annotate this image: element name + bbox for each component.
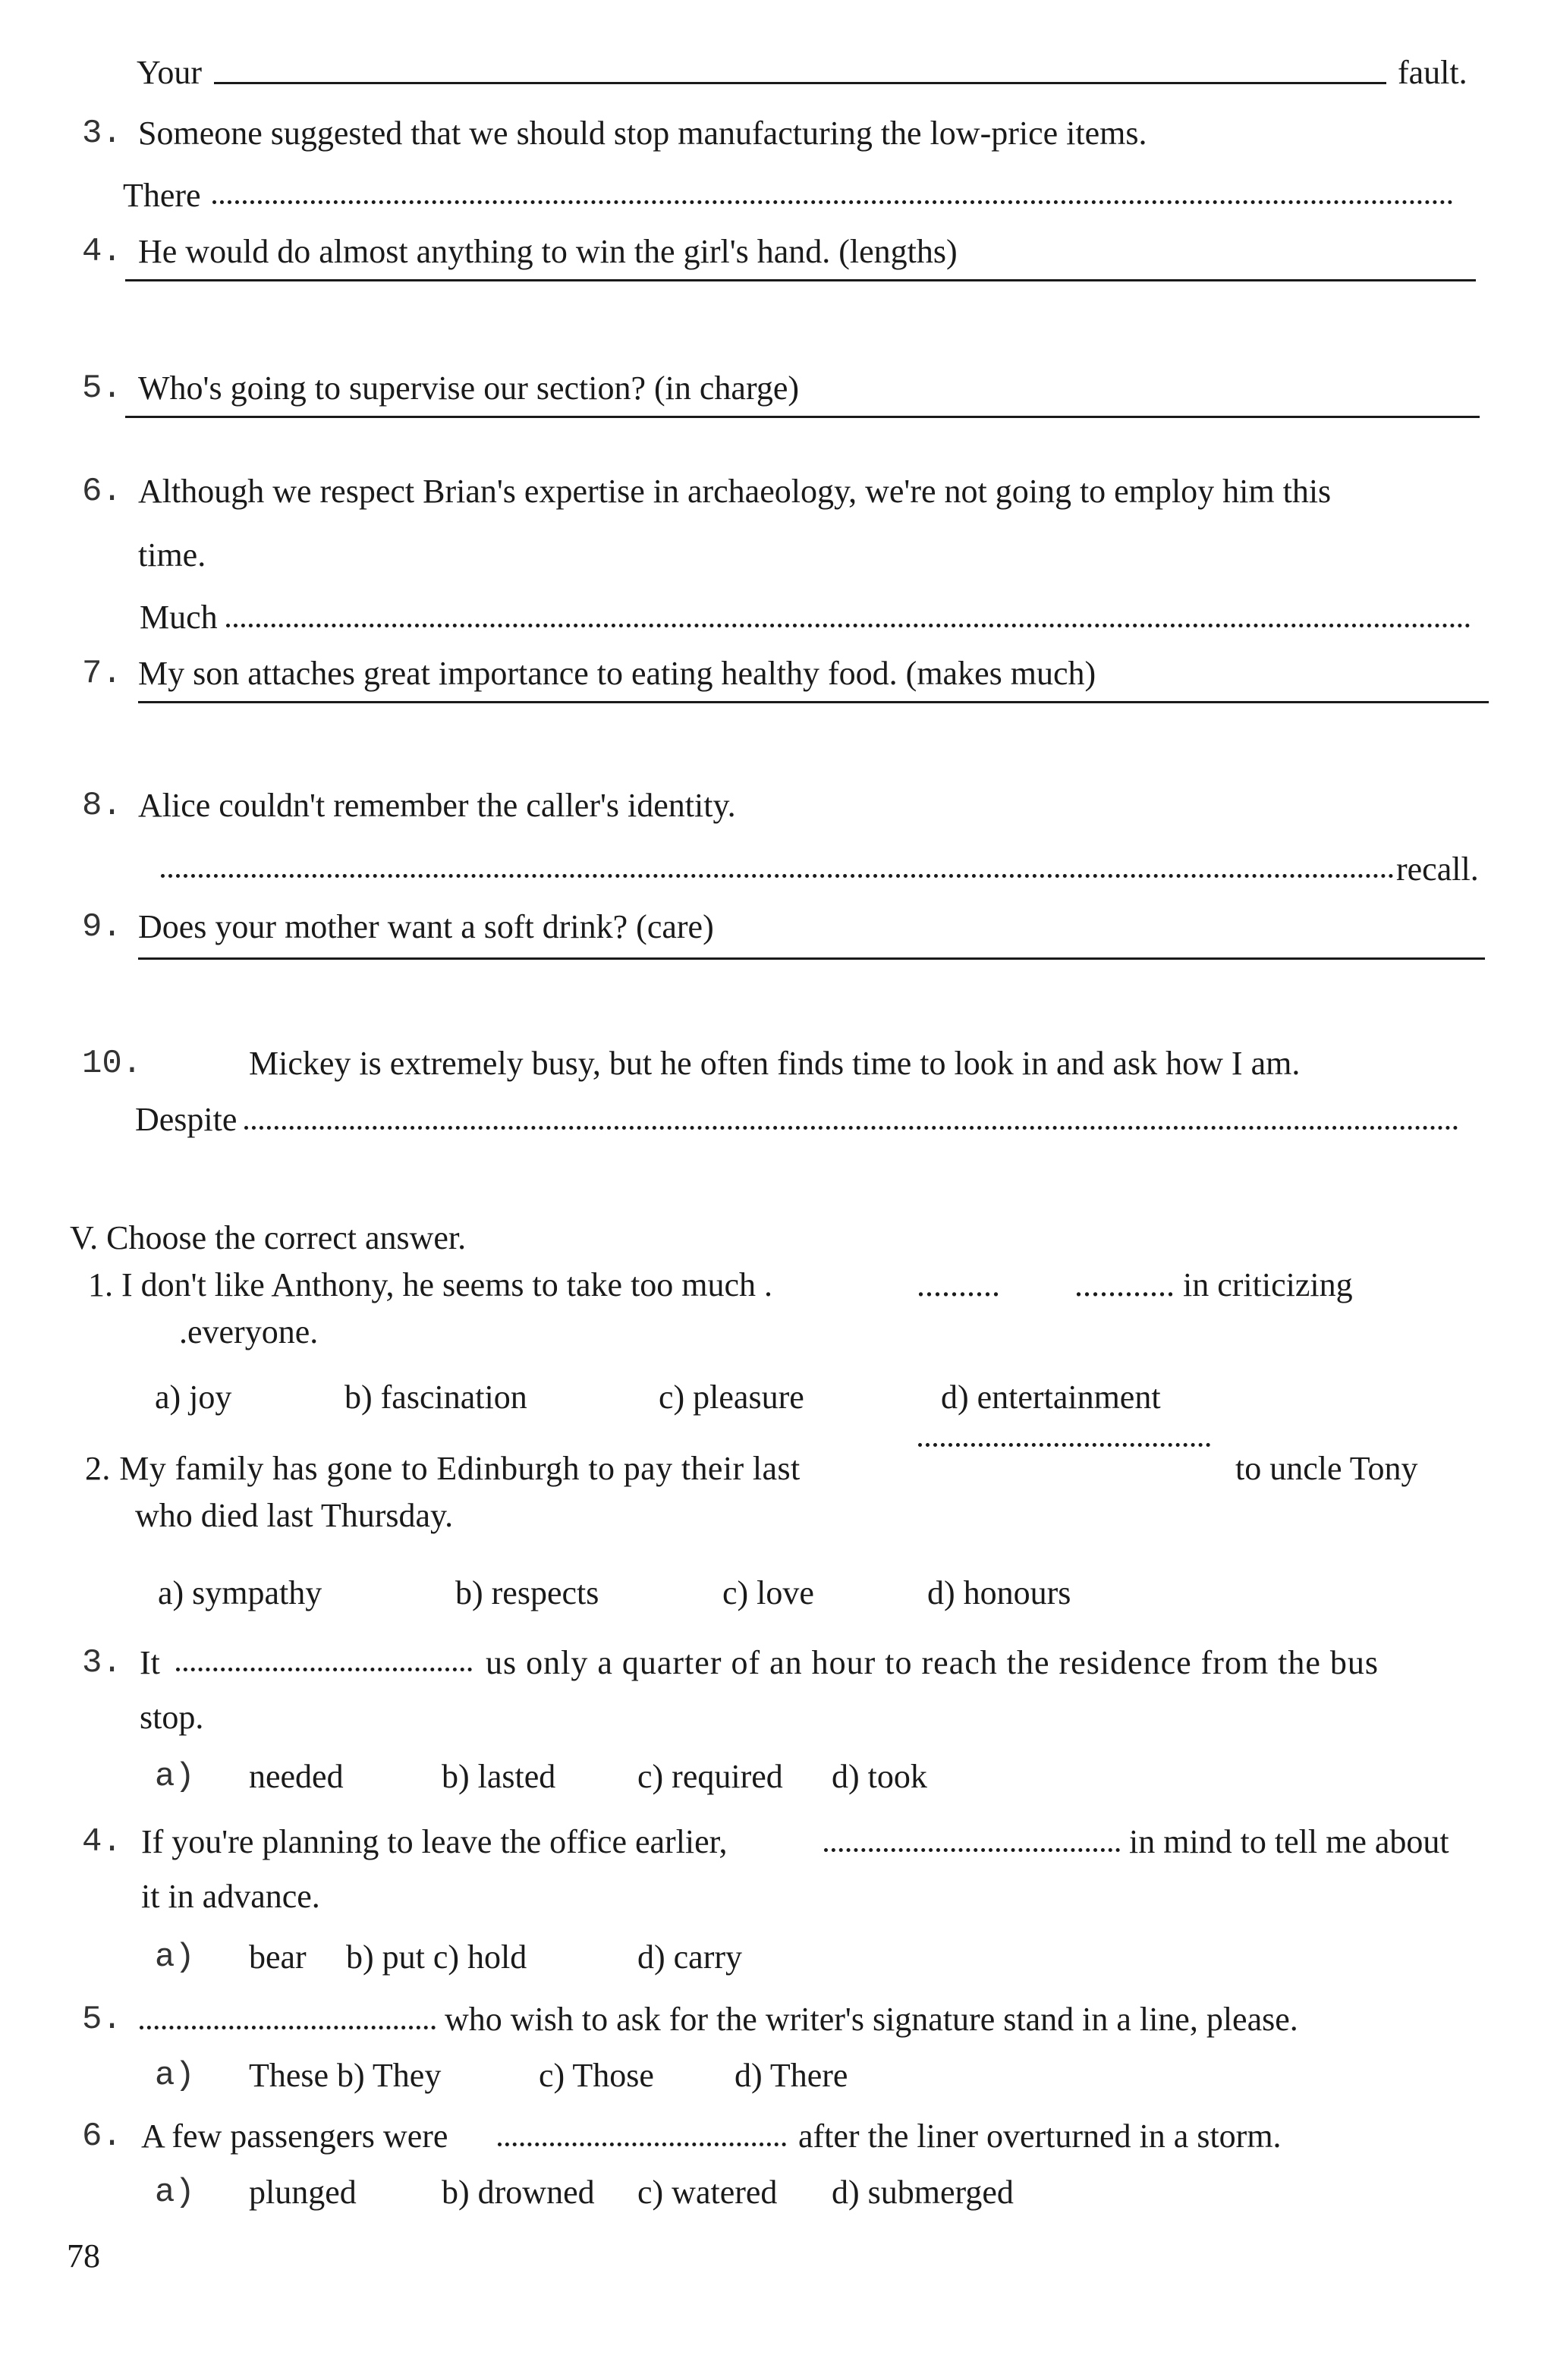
mc4-stem-cont: it in advance. [141, 1878, 320, 1915]
answer-line-3[interactable] [212, 200, 1453, 204]
mc5-option-c[interactable]: c) Those [539, 2057, 654, 2094]
mc2-option-b[interactable]: b) respects [455, 1574, 599, 1611]
mc4-stem-b: in mind to tell me about [1129, 1823, 1449, 1860]
answer-line-6[interactable] [226, 624, 1471, 627]
answer-line-4[interactable] [125, 279, 1476, 281]
q5-text: Who's going to supervise our section? (in charge) [138, 369, 799, 407]
q8-end: recall. [1396, 850, 1479, 888]
mc1-option-a[interactable]: a) joy [155, 1379, 232, 1416]
mc6-option-b[interactable]: b) drowned [442, 2174, 595, 2211]
q10-number: 10. [82, 1045, 143, 1083]
mc4-option-d[interactable]: d) carry [637, 1938, 743, 1976]
mc1-option-d[interactable]: d) entertainment [941, 1379, 1161, 1416]
mc5-stem-b: who wish to ask for the writer's signature stand in a line, please. [445, 2001, 1298, 2038]
mc1-blank-b[interactable]: ............ in criticizing [1074, 1266, 1353, 1303]
q6-start: Much [140, 599, 218, 636]
q6-number: 6. [82, 473, 122, 511]
mc3-option-label: a) [155, 1758, 195, 1796]
q3-text: Someone suggested that we should stop manufacturing the low-price items. [138, 115, 1147, 152]
q4-text: He would do almost anything to win the girl's hand. (lengths) [138, 233, 958, 270]
mc3-stem-a: It [140, 1644, 160, 1681]
mc6-option-a[interactable]: plunged [249, 2174, 357, 2211]
mc3-stem-cont: stop. [140, 1699, 204, 1736]
q6-text: Although we respect Brian's expertise in archaeology, we're not going to employ him this [138, 473, 1332, 510]
mc3-blank[interactable] [176, 1668, 472, 1671]
mc2-stem-end: to uncle Tony [1235, 1450, 1418, 1487]
mc6-stem-b: after the liner overturned in a storm. [798, 2117, 1282, 2155]
mc3-stem-b: us only a quarter of an hour to reach the residence from the bus [486, 1644, 1379, 1681]
q3-number: 3. [82, 115, 122, 152]
answer-line-7[interactable] [138, 701, 1489, 703]
mc6-option-label: a) [155, 2174, 195, 2212]
q8-number: 8. [82, 787, 122, 825]
q9-text: Does your mother want a soft drink? (care) [138, 908, 714, 945]
mc2-option-d[interactable]: d) honours [927, 1574, 1071, 1611]
q7-text: My son attaches great importance to eating healthy food. (makes much) [138, 655, 1096, 692]
answer-line-9[interactable] [138, 957, 1485, 960]
mc5-number: 5. [82, 2001, 122, 2039]
answer-line-10[interactable] [244, 1126, 1458, 1130]
mc6-option-c[interactable]: c) watered [637, 2174, 778, 2211]
q8-text: Alice couldn't remember the caller's identity. [138, 787, 736, 824]
mc4-option-a[interactable]: bear [249, 1938, 307, 1976]
mc4-blank[interactable] [824, 1848, 1120, 1852]
q4-number: 4. [82, 233, 122, 271]
mc4-stem-a: If you're planning to leave the office earlier, [141, 1823, 728, 1860]
q6-text-cont: time. [138, 536, 206, 574]
mc2-stem-cont: who died last Thursday. [135, 1497, 454, 1534]
page-number: 78 [67, 2237, 100, 2275]
q9-number: 9. [82, 908, 122, 946]
mc2-option-a[interactable]: a) sympathy [158, 1574, 322, 1611]
mc4-number: 4. [82, 1823, 122, 1861]
mc5-blank[interactable] [140, 2026, 436, 2029]
mc4-option-bc[interactable]: b) put c) hold [346, 1938, 527, 1976]
mc1-option-c[interactable]: c) pleasure [659, 1379, 804, 1416]
mc5-option-label: a) [155, 2057, 195, 2095]
mc3-option-c[interactable]: c) required [637, 1758, 783, 1795]
mc1-blank-a[interactable]: .......... [917, 1266, 1000, 1303]
section-heading: V. Choose the correct answer. [70, 1219, 467, 1256]
mc4-option-label: a) [155, 1938, 195, 1976]
q2-end: fault. [1398, 54, 1467, 91]
mc6-number: 6. [82, 2117, 122, 2155]
mc6-blank[interactable] [498, 2143, 786, 2146]
mc2-blank[interactable] [918, 1443, 1210, 1447]
mc2-option-c[interactable]: c) love [722, 1574, 814, 1611]
q3-start: There [123, 177, 201, 214]
answer-line-8[interactable] [161, 874, 1394, 878]
mc2-stem: 2. My family has gone to Edinburgh to pay their last [85, 1450, 801, 1487]
answer-line-5[interactable] [125, 416, 1480, 418]
mc6-stem-a: A few passengers were [141, 2117, 448, 2155]
q10-text: Mickey is extremely busy, but he often finds time to look in and ask how I am. [249, 1045, 1301, 1082]
q7-number: 7. [82, 655, 122, 693]
mc3-option-a[interactable]: needed [249, 1758, 344, 1795]
mc3-number: 3. [82, 1644, 122, 1682]
mc5-option-ab[interactable]: These b) They [249, 2057, 442, 2094]
mc5-option-d[interactable]: d) There [735, 2057, 848, 2094]
mc6-option-d[interactable]: d) submerged [832, 2174, 1014, 2211]
mc1-option-b[interactable]: b) fascination [344, 1379, 527, 1416]
answer-line-2[interactable] [214, 82, 1386, 84]
q10-start: Despite [135, 1101, 238, 1138]
q5-number: 5. [82, 369, 122, 407]
mc3-option-b[interactable]: b) lasted [442, 1758, 556, 1795]
mc1-stem: 1. I don't like Anthony, he seems to take too much . [88, 1266, 773, 1303]
mc1-stem-cont: .everyone. [179, 1313, 319, 1350]
q2-start: Your [137, 54, 203, 91]
mc3-option-d[interactable]: d) took [832, 1758, 927, 1795]
